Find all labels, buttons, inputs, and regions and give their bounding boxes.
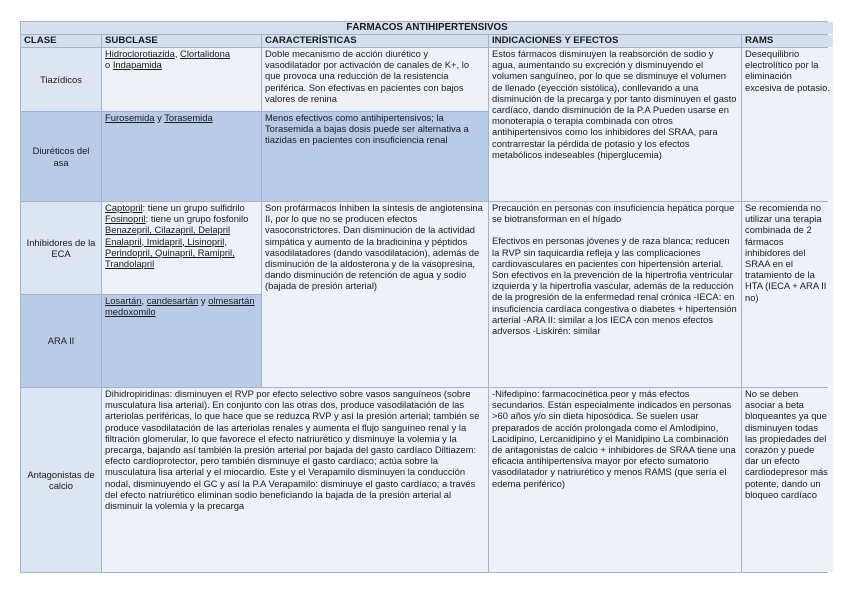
header-indicaciones: INDICACIONES Y EFECTOS bbox=[489, 35, 741, 47]
class-ieca: Inhibidores de la ECA bbox=[21, 202, 101, 294]
drug-link[interactable]: candesartán bbox=[146, 295, 199, 306]
characteristics-asa: Menos efectivos como antihipertensivos; la Torasemida a bajas dosis puede ser alternativa a tiazidas en pacientes con insuficiencia renal bbox=[262, 112, 488, 201]
characteristics-calcio: Dihidropiridinas: disminuyen el RVP por efecto selectivo sobre vasos sanguíneos (sobre musculatura lisa arterial). En conjunto con las otras dos, produce vasodilatación de las arteriolas periféricas, lo que hace que se reduzca RVP y así la presión arterial; también se produce vasodilatación de las arteriolas renales y aumenta el flujo sanguíneo renal y la filtración glomerular, lo que favorece el efecto natriurético y disminuye la volemia y la precarga, bajando así también la presión arterial por bajada del gasto cardíaco Diltiazem: efecto cardioprotector, pero también disminuye el gasto cardíaco; actúa sobre la musculatura lisa arterial y el miocardio. Este y el Verapamilo disminuyen la conducción nodal, disminuyendo el GC y así la P.A Verapamilo: disminuye el gasto cardíaco; a través del efecto natriurético eliminan sodio beneficiando la bajada de la presión arterial al disminuir la volemia y la precarga bbox=[102, 388, 488, 572]
drug-link[interactable]: Torasemida bbox=[164, 112, 213, 123]
rams-ieca-ara: Se recomienda no utilizar una terapia combinada de 2 fármacos inhibidores del SRAA en el tratamiento de la HTA (IECA + ARA II no) bbox=[742, 202, 833, 387]
class-ara-ii: ARA II bbox=[21, 295, 101, 387]
indications-calcio: -Nifedipino: farmacocinética peor y más efectos secundarios. Están especialmente indicados en personas >60 años y/o sin dieta hiposódica. Se suelen usar preparados de acción prolongada como el Amlodipino, Lacidipino, Lercanidipino y el Manidipino La combinación de antagonistas de calcio + inhibidores de SRAA tiene una eficacia antihipertensiva mayor por efecto sumatorio vasodilatador y natriurético y menos RAMS (que sería el edema periférico) bbox=[489, 388, 741, 572]
header-rams: RAMS bbox=[742, 35, 833, 47]
table-title: FÁRMACOS ANTIHIPERTENSIVOS bbox=[21, 22, 833, 34]
indications-ieca-ara: Precaución en personas con insuficiencia hepática porque se biotransforman en el hígado Efectivos en personas jóvenes y de raza blanca; reducen la RVP sin taquicardia refleja y las complicaciones cardiovasculares en pacientes con hipertensión arterial. Son efectivos en la prevención de la hipertrofia ventricular izquierda y la hipertrofia vascular, además de la reducción de la progresión de la enfermedad renal crónica -IECA: en insuficiencia cardíaca congestiva o diabetes + hipertensión arterial -ARA II: similar a los IECA con menos efectos adversos -Liskirén: similar bbox=[489, 202, 741, 387]
header-subclase: SUBCLASE bbox=[102, 35, 261, 47]
drug-link[interactable]: Captopril bbox=[105, 202, 143, 213]
header-clase: CLASE bbox=[21, 35, 101, 47]
indications-diureticos: Estos fármacos disminuyen la reabsorción de sodio y agua, aumentando su excreción y disminuyendo el volumen sanguíneo, por lo que se disminuye el volumen de llenado (eyección sistólica), conllevando a una disminución de la precarga y por tanto disminuyen el gasto cardíaco, dando disminución de la P.A Pueden usarse en monoterapia o terapia combinada con otros antihipertensivos como los inhibidores del SRAA, para contrarrestar la pérdida de potasio y los efectos metabólicos indeseables (hiperglucemia) bbox=[489, 48, 741, 201]
subclass-ieca: Captopril: tiene un grupo sulfidrilo Fosinopril: tiene un grupo fosfonilo Benazepril, Cilazapril, Delapril Enalapril, Imidapril, Lisinopril, Perindopril, Quinapril, Ramipril, Trandolapril bbox=[102, 202, 261, 294]
antihypertensive-table bbox=[20, 21, 828, 573]
drug-list[interactable]: Benazepril, Cilazapril, Delapril Enalapril, Imidapril, Lisinopril, Perindopril, Quinapril, Ramipril, Trandolapril bbox=[105, 224, 235, 270]
class-antagonistas-calcio: Antagonistas de calcio bbox=[21, 388, 101, 572]
subclass-ara: Losartán, candesartán y olmesartán medoxomilo bbox=[102, 295, 261, 387]
rams-calcio: No se deben asociar a beta bloqueantes ya que disminuyen todas las propiedades del corazón y puede dar un efecto cardiodepresor más potente, dando un bloqueo cardíaco bbox=[742, 388, 833, 572]
class-diureticos-asa: Diuréticos del asa bbox=[21, 112, 101, 201]
drug-link[interactable]: Clortalidona bbox=[180, 48, 231, 59]
drug-table-page bbox=[20, 21, 828, 573]
drug-link[interactable]: Fosinopril bbox=[105, 213, 146, 225]
rams-diureticos: Desequilibrio electrolítico por la eliminación excesiva de potasio. bbox=[742, 48, 833, 201]
drug-link[interactable]: Losartán bbox=[105, 295, 142, 306]
drug-link[interactable]: olmesartán medoxomilo bbox=[105, 295, 255, 318]
characteristics-tiazidicos: Doble mecanismo de acción diurético y vasodilatador por activación de canales de K+, lo que provoca una reducción de la resistencia periférica. Son efectivas en pacientes con bajos valores de renina bbox=[262, 48, 488, 111]
characteristics-ieca-ara: Son profármacos Inhiben la síntesis de angiotensina II, por lo que no se producen efectos vasoconstrictores. Dan disminución de la actividad simpática y aumento de la bradicinina y péptidos vasodilatadores (dando vasodilatación), además de disminución de la aldosterona y de la vasopresina, dando disminución de retención de agua y sodio (bajada de presión arterial) bbox=[262, 202, 488, 387]
header-caracteristicas: CARACTERÍSTICAS bbox=[262, 35, 488, 47]
drug-link[interactable]: Hidroclorotiazida bbox=[105, 48, 175, 59]
subclass-asa: Furosemida y Torasemida bbox=[102, 112, 261, 201]
class-tiazidicos: Tiazídicos bbox=[21, 48, 101, 111]
drug-link[interactable]: Furosemida bbox=[105, 112, 155, 123]
subclass-tiazidicos: Hidroclorotiazida, Clortalidona o Indapamida bbox=[102, 48, 261, 111]
drug-link[interactable]: Indapamida bbox=[112, 59, 162, 71]
